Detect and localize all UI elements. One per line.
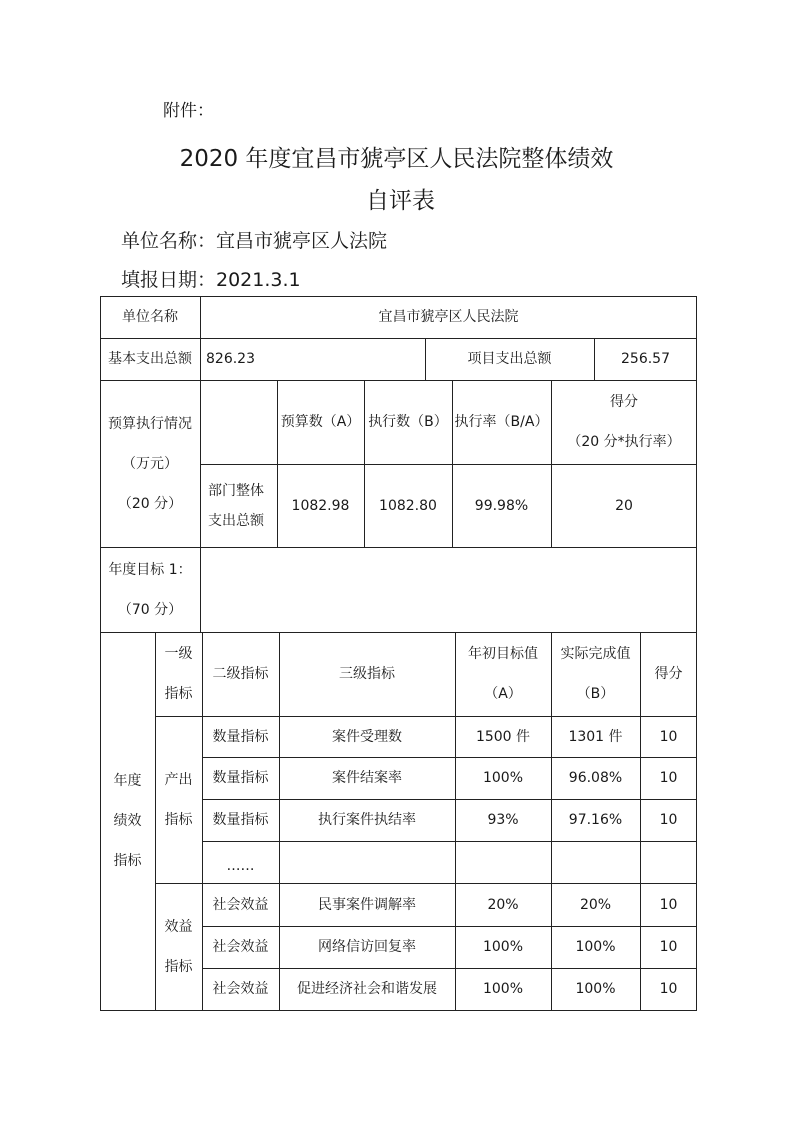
table-cell: 100% [575,939,616,955]
dept-total-label [200,464,277,547]
budget-label-line: 预算执行情况 [108,415,192,432]
performance-label [100,632,155,1010]
table-cell: 100% [575,981,616,997]
report-date-line: 填报日期：2021.3.1 [121,269,301,291]
budget-execution-label [100,380,200,547]
output-group-line: 指标 [164,811,193,828]
budget-value: 1082.98 [291,497,350,514]
target-header-line: （A） [484,686,522,702]
table-cell: 10 [659,981,678,997]
table-cell: 1301 件 [568,728,623,745]
table-cell: 10 [659,770,678,786]
level1-header-line: 一级 [164,646,193,662]
table-cell: 1500 件 [475,728,531,745]
score-header: 得分 [654,666,683,682]
performance-label-line: 绩效 [113,813,142,829]
actual-header-line: （B） [576,686,615,702]
budget-label-line: （20 分） [117,495,183,512]
table-cell: 数量指标 [212,812,269,828]
unit-name-line: 单位名称：宜昌市猇亭区人法院 [121,230,388,252]
actual-header-line: 实际完成值 [560,646,631,662]
project-total-value: 256.57 [621,351,670,367]
table-cell: 10 [659,812,678,828]
page-title: 2020 年度宜昌市猇亭区人民法院整体绩效 [179,146,614,172]
table-cell: 执行案件执结率 [318,812,416,828]
table-cell: …… [226,858,255,874]
actual-header [551,632,640,716]
performance-label-line: 指标 [113,853,142,869]
unit-name-label: 单位名称 [122,309,178,325]
table-cell: 民事案件调解率 [318,896,416,913]
basic-total-value: 826.23 [206,351,255,367]
table-cell: 96.08% [568,770,623,786]
basic-total-label: 基本支出总额 [108,351,192,367]
target-header-line: 年初目标值 [468,646,538,662]
table-cell: 数量指标 [212,728,269,745]
budget-score-value: 20 [615,497,633,514]
annual-goal-label [100,547,200,632]
output-group-line: 产出 [164,771,193,788]
score-header-line: 得分 [610,394,638,410]
table-cell: 10 [659,728,678,745]
level2-header: 二级指标 [212,666,269,682]
table-cell: 社会效益 [212,896,269,913]
table-cell: 100% [482,770,524,786]
exec-col-header: 执行数（B） [368,414,448,430]
page-title-line2: 自评表 [366,188,435,214]
table-cell: 社会效益 [212,939,269,955]
goal-label-line: （70 分） [117,601,183,618]
exec-value: 1082.80 [379,497,437,514]
table-cell: 数量指标 [212,770,269,786]
rate-value: 99.98% [474,497,529,514]
table-cell: 促进经济社会和谐发展 [297,981,437,997]
table-border-bottom [100,1010,697,1011]
output-group-label [155,716,202,883]
table-cell: 10 [659,939,678,955]
table-cell: 93% [487,812,519,828]
budget-label-line: （万元） [122,455,178,472]
level1-header [155,632,202,716]
table-cell: 97.16% [568,812,623,828]
table-cell: 20% [579,896,612,913]
level1-header-line: 指标 [164,686,193,702]
table-cell: 网络信访回复率 [318,939,416,955]
benefit-group-line: 效益 [164,918,193,935]
table-cell [551,841,640,883]
table-cell: 100% [482,939,524,955]
benefit-group-label [155,883,202,1010]
budget-col-header: 预算数（A） [280,414,361,430]
target-header [455,632,551,716]
table-cell [455,841,551,883]
performance-label-line: 年度 [113,773,142,789]
table-cell: 20% [487,896,519,913]
dept-total-line: 部门整体 [208,482,264,499]
score-header-line: （20 分*执行率） [567,434,681,450]
attachment-label: 附件： [163,101,214,121]
benefit-group-line: 指标 [164,958,193,975]
table-cell: 10 [659,896,678,913]
table-cell [640,841,697,883]
score-col-header [551,380,697,464]
table-cell [279,841,455,883]
level3-header: 三级指标 [339,666,395,682]
table-cell: 100% [482,981,524,997]
rate-col-header: 执行率（B/A） [454,414,549,430]
annual-goal-content [200,547,697,632]
table-cell: 社会效益 [212,981,269,997]
dept-total-line: 支出总额 [208,512,264,529]
table-cell: 案件结案率 [332,770,402,786]
project-total-label: 项目支出总额 [467,351,552,367]
goal-label-line: 年度目标 1： [108,561,192,578]
unit-name-value: 宜昌市猇亭区人民法院 [378,309,519,325]
table-cell: 案件受理数 [332,728,402,745]
